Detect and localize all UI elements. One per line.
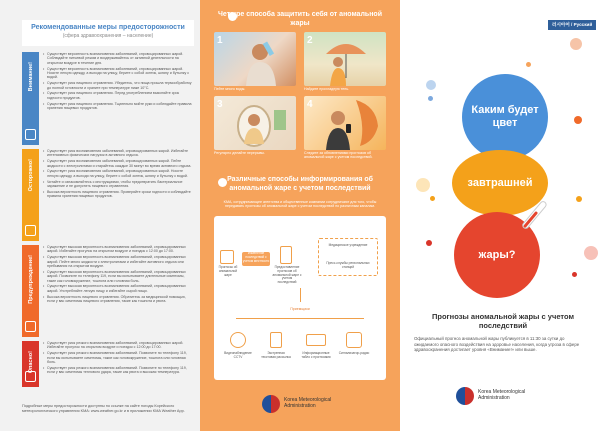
photo-caption: Регулярно делайте перерывы. <box>214 151 265 155</box>
kma-org-name: Korea Meteorological Administration <box>478 389 526 401</box>
list-item: • Существует риск резкого возникновения заболеваний. Позвоните по телефону 119, если вы испытываете симптомы, такие как головокружение, тошнота или головная боль. <box>43 351 192 364</box>
person-drinking-illustration <box>214 32 296 86</box>
decor-dot <box>430 196 435 201</box>
kma-org-name: Korea Meteorological Administration <box>284 397 332 409</box>
decor-dot <box>572 272 577 277</box>
decor-dot <box>526 62 531 67</box>
level-tab <box>22 149 39 241</box>
level-label: Осторожно! <box>27 159 34 192</box>
thermometer-icon <box>25 321 36 332</box>
sms-icon <box>270 332 282 348</box>
flow-connector <box>300 288 301 302</box>
section2-title: Различные способы информирования об аномальной жаре с учетом последствий <box>227 176 373 192</box>
list-item: • Читайте и ознакомляйтесь с инструкциями, чтобы предотвратить бактериальное заражение и не допустить пищевого отравления. <box>43 180 192 189</box>
person-with-phone-illustration <box>304 96 386 150</box>
list-item: • Высока вероятность пищевого отравления. Обратитесь за медицинской помощью, если у вас симптомы пищевого отравления, такие как тошнота и рвота. <box>43 295 192 304</box>
phone-icon <box>280 246 292 264</box>
level-body <box>43 149 192 241</box>
level-body <box>43 245 192 337</box>
precautions-header <box>22 20 194 46</box>
info-channels-box <box>214 216 386 380</box>
level-label: Внимание! <box>27 62 34 92</box>
forecast-description: Официальный прогноз аномальной жары публикуется в 11:30 за сутки до ожидаемого опасного воздействия на здоровье населения, когда угроза в сфере здравоохранения достигает уровня «Внимание!» или выше. <box>414 336 580 353</box>
photo-find-shade <box>304 32 386 86</box>
precautions-footer: Подробные меры предосторожности доступны по ссылке на сайте погоды Корейского метеорологического управления KMA: www.weather.go.kr и в приложении KMA Weather App. <box>22 404 185 414</box>
flow-label: Сигнализатор-радио <box>338 351 370 355</box>
list-item: • Существует вероятность возникновения заболеваний, спровоцированных жарой. Соблюдайте питьевой режим и воздерживайтесь от активной деятельности на открытом воздухе в течение дня. <box>43 52 192 65</box>
thermometer-icon <box>25 129 36 140</box>
level-label: Предупреждение! <box>27 255 34 304</box>
flow-connector <box>236 318 364 319</box>
flow-label: Изменение последствий с учетом местности <box>242 251 270 263</box>
forecast-subtitle: Прогнозы аномальной жары с учетом последствий <box>432 312 574 330</box>
decor-dot <box>584 246 598 260</box>
level-caution <box>22 149 194 241</box>
level-attention <box>22 52 194 145</box>
section1-title: Четыре способа защитить себя от аномальной жары <box>217 11 383 27</box>
level-danger <box>22 341 194 387</box>
right-panel <box>400 0 600 431</box>
photo-number: 4 <box>307 99 313 110</box>
flow-label: Медицинское учреждение <box>328 243 368 247</box>
decor-dot <box>416 178 430 192</box>
list-item: • Существует риск пищевого отравления. Перед употреблением выясняйте срок годности продуктов. <box>43 91 192 100</box>
list-item: • Существует риск резкого возникновения заболеваний. Позвоните по телефону 119, если у вас симптомы теплового удара, такие как рвота и высокая температура. <box>43 366 192 375</box>
photo-number: 1 <box>217 35 223 46</box>
list-item: • Существует высокая вероятность возникновения заболеваний, спровоцированных жарой. Позвоните по телефону 119, если вы испытываете длительные симптомы, такие как головокружение, тошнота или головная боль. <box>43 270 192 283</box>
circle-blue: Каким будет цвет <box>462 74 548 160</box>
decor-dot <box>574 116 582 124</box>
photo-caption: Пейте много воды. <box>214 87 246 91</box>
circle-red: жары? <box>454 212 540 298</box>
photo-caption: Следите за обновлениями прогнозов об аномальной жаре с учетом последствий. <box>304 151 373 160</box>
flow-label: Информационные табло с прогнозами <box>301 351 331 359</box>
level-tab <box>22 341 39 387</box>
list-item: • Существует риск пищевого отравления. Убедитесь, что пища прошла термообработку до полной готовности и храните при температуре ниже 10°С. <box>43 81 192 90</box>
language-badge: 러시아어 / Русский <box>548 20 596 30</box>
list-item: • Высока вероятность пищевого отравления. Проверяйте сроки годности и соблюдайте правила хранения пищевых продуктов. <box>43 190 192 199</box>
flow-bottom-row <box>224 328 376 368</box>
person-resting-illustration <box>214 96 296 150</box>
flow-label: Видеонаблюдение CCTV <box>224 351 252 359</box>
circle-yellow: завтрашней <box>452 150 548 216</box>
photo-check-forecast <box>304 96 386 150</box>
decor-dot <box>576 196 582 202</box>
photo-number: 3 <box>217 99 223 110</box>
photo-caption: Найдите прохладную тень. <box>304 87 350 91</box>
display-board-icon <box>306 334 326 346</box>
decor-dot <box>428 96 433 101</box>
level-body <box>43 52 192 145</box>
photo-number: 2 <box>307 35 313 46</box>
kma-logo-icon <box>456 387 474 405</box>
person-in-shade-illustration <box>304 32 386 86</box>
photo-drink-water <box>214 32 296 86</box>
list-item: • Существует риск возникновения заболеваний, спровоцированных жарой. Избегайте интенсивных физических нагрузок в активного отдыха. <box>43 149 192 158</box>
list-item: • Существует риск возникновения заболеваний, спровоцированных жарой. Пейте жидкости с электролитами и старайтесь каждые 30 минут во время активного отдыха. <box>43 159 192 168</box>
section2-description: KMA, сотрудничающее агентства и общественные компании сотрудничают для того, чтобы передавать прогнозы об аномальной жаре с учетом последствий по различным каналам. <box>223 200 377 209</box>
forecast-icon <box>220 250 234 264</box>
flow-center-label: Приемщики <box>290 307 310 311</box>
flow-label: Экстренная текстовая рассылка <box>261 351 291 359</box>
decor-dot <box>570 38 582 50</box>
flow-label: Пресс-службы региональных станций <box>326 261 370 269</box>
list-item: • Существует высокая вероятность возникновения заболеваний, спровоцированных жарой. Употребляйте легкую пищу и избегайте сырой пищи. <box>43 284 192 293</box>
decor-dot <box>426 80 436 90</box>
cctv-icon <box>230 332 246 348</box>
list-item: • Существует вероятность возникновения заболеваний, спровоцированных жарой. Носите легкую одежду, а выходя на улицу, берите с собой зонтик, шляпу и бутылку с водой. <box>43 67 192 80</box>
decor-dot <box>426 240 432 246</box>
photo-take-breaks <box>214 96 296 150</box>
level-body <box>43 341 192 387</box>
radio-icon <box>346 332 362 348</box>
level-tab <box>22 52 39 145</box>
level-tab <box>22 245 39 337</box>
level-warning <box>22 245 194 337</box>
list-item: • Существует риск резкого возникновения заболеваний, спровоцированных жарой. Избегайте прогулок на открытом воздухе и поездок с 12:00 до 17:00. <box>43 341 192 350</box>
list-item: • Существует риск пищевого отравления. Тщательно мойте руки и соблюдайте правила хранения пищевых продуктов. <box>43 102 192 111</box>
kma-logo-icon <box>262 395 280 413</box>
flow-label: Прогнозы об аномальной жаре <box>218 265 238 277</box>
left-panel <box>0 0 200 431</box>
thermometer-icon <box>25 371 36 382</box>
level-label: Опасно! <box>27 351 34 374</box>
list-item: • Существует риск возникновения заболеваний, спровоцированных жарой. Носите легкую одежду, а выходя на улицу, берите с собой зонтик, шляпу и бутылку с водой. <box>43 169 192 178</box>
flow-top-row <box>218 240 380 285</box>
list-item: • Существует высокая вероятность возникновения заболеваний, спровоцированных жарой. Пейте много жидкости с электролитами и избегайте активного отдыха или пребывания на открытом воздухе. <box>43 255 192 268</box>
precautions-title: Рекомендованные меры предосторожности <box>31 24 185 31</box>
precautions-subtitle: (сфера здравоохранения – население) <box>62 33 154 39</box>
flow-label: Предоставление прогнозов об аномальной жаре с учетом последствий <box>272 265 302 285</box>
list-item: • Существует высокая вероятность возникновения заболеваний, спровоцированных жарой. Избегайте прогулок на открытом воздухе и поездок с 12:00 до 17:00. <box>43 245 192 254</box>
thermometer-icon <box>25 225 36 236</box>
middle-panel <box>200 0 400 431</box>
